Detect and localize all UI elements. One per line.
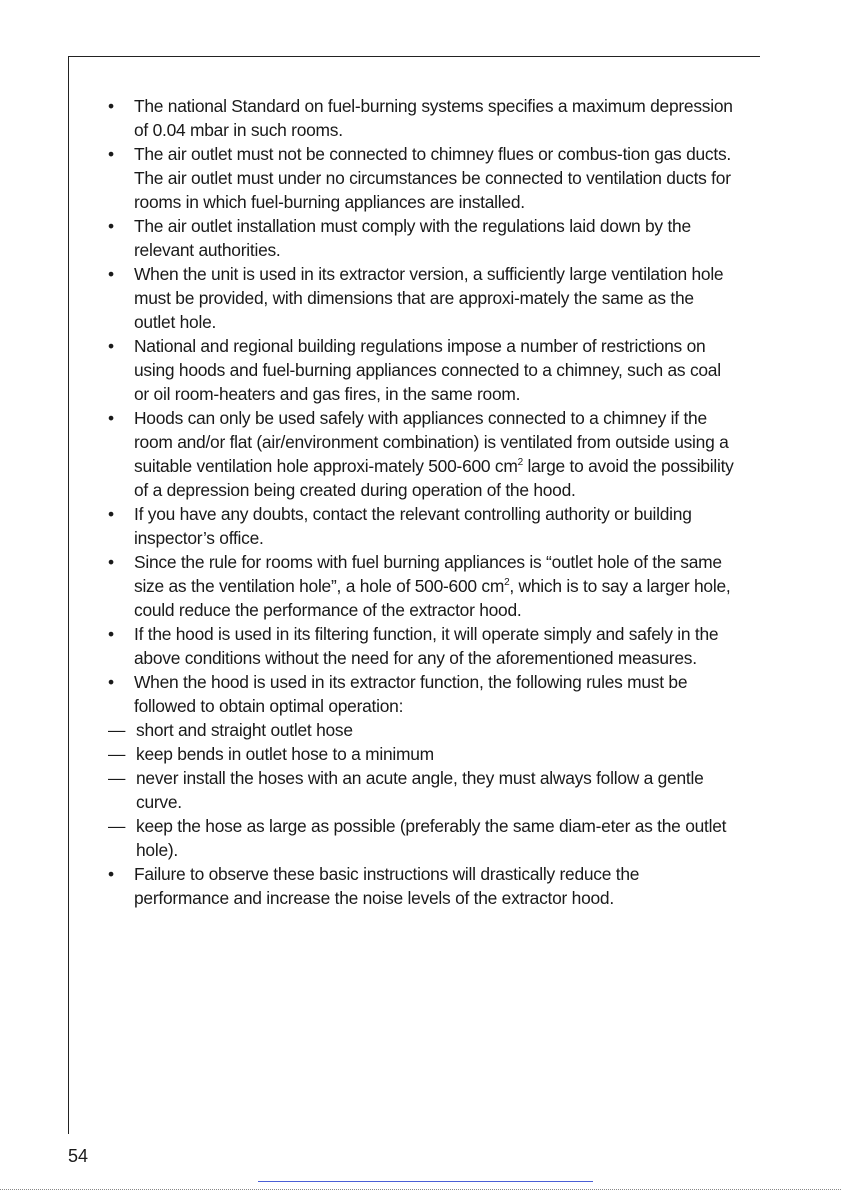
list-item-text: The air outlet installation must comply with the regulations laid down by the relevant authorities. bbox=[134, 216, 691, 260]
superscript: 2 bbox=[504, 577, 510, 588]
top-rule bbox=[68, 56, 760, 57]
bullet-marker: • bbox=[108, 552, 114, 572]
sub-list-item bbox=[108, 814, 738, 862]
list-item bbox=[108, 550, 738, 622]
left-margin-rule bbox=[68, 56, 69, 1134]
list-item-text: National and regional building regulations impose a number of restrictions on using hoods and fuel-burning appliances connected to a chimney, such as coal or oil room-heaters and gas fires, in the same room. bbox=[134, 336, 721, 404]
list-item bbox=[108, 214, 738, 262]
list-item bbox=[108, 406, 738, 502]
bullet-marker: • bbox=[108, 96, 114, 116]
list-item bbox=[108, 862, 738, 910]
list-item-text-part: Hoods can only be used safely with appliances connected to a chimney if the room and/or flat (air/environment combination) is ventilated from outside using a suitable ventilation hole approxi-mately 500-600 cm bbox=[134, 408, 729, 476]
bullet-marker: • bbox=[108, 864, 114, 884]
list-item-text: When the unit is used in its extractor version, a sufficiently large ventilation hole must be provided, with dimensions that are approxi-mately the same as the outlet hole. bbox=[134, 264, 724, 332]
dash-marker: — bbox=[108, 768, 126, 788]
dash-marker: — bbox=[108, 720, 126, 740]
bullet-marker: • bbox=[108, 264, 114, 284]
list-item bbox=[108, 622, 738, 670]
list-item-text: If the hood is used in its filtering function, it will operate simply and safely in the above conditions without the need for any of the aforementioned measures. bbox=[134, 624, 719, 668]
superscript: 2 bbox=[517, 457, 523, 468]
list-item-text: When the hood is used in its extractor function, the following rules must be followed to obtain optimal operation: bbox=[134, 672, 688, 716]
sub-list-item bbox=[108, 742, 738, 766]
bullet-marker: • bbox=[108, 144, 114, 164]
list-item bbox=[108, 334, 738, 406]
list-item-text: If you have any doubts, contact the relevant controlling authority or building inspector’s office. bbox=[134, 504, 692, 548]
dash-marker: — bbox=[108, 816, 126, 836]
bullet-marker: • bbox=[108, 624, 114, 644]
list-item-text-part: large to avoid the possibility of a depression being created during operation of the hood. bbox=[134, 456, 734, 500]
page-edge-divider bbox=[0, 1189, 841, 1190]
list-item bbox=[108, 502, 738, 550]
list-item-text-part: , which is to say a larger hole, could reduce the performance of the extractor hood. bbox=[134, 576, 731, 620]
bullet-marker: • bbox=[108, 504, 114, 524]
list-item-text: The air outlet must not be connected to chimney flues or combus-tion gas ducts. The air outlet must under no circumstances be connected to ventilation ducts for rooms in which fuel-burning appliances are installed. bbox=[134, 144, 731, 212]
sub-list-item-text: short and straight outlet hose bbox=[136, 720, 353, 740]
list-item-text-part: Since the rule for rooms with fuel burning appliances is “outlet hole of the same size as the ventilation hole”, a hole of 500-600 cm bbox=[134, 552, 722, 596]
list-item bbox=[108, 94, 738, 142]
sub-list-item-text: keep the hose as large as possible (preferably the same diam-eter as the outlet hole). bbox=[136, 816, 727, 860]
sub-list-item-text: never install the hoses with an acute angle, they must always follow a gentle curve. bbox=[136, 768, 704, 812]
bullet-marker: • bbox=[108, 408, 114, 428]
sub-list-item-text: keep bends in outlet hose to a minimum bbox=[136, 744, 434, 764]
instructions-list bbox=[108, 94, 738, 910]
list-item-text bbox=[134, 550, 738, 622]
list-item-text: The national Standard on fuel-burning systems specifies a maximum depression of 0.04 mbar in such rooms. bbox=[134, 96, 733, 140]
dash-marker: — bbox=[108, 744, 126, 764]
bullet-marker: • bbox=[108, 672, 114, 692]
sub-list-item bbox=[108, 718, 738, 742]
list-item bbox=[108, 262, 738, 334]
list-item-text bbox=[134, 406, 738, 502]
bullet-marker: • bbox=[108, 216, 114, 236]
sub-list-item bbox=[108, 766, 738, 814]
page-number: 54 bbox=[68, 1146, 89, 1166]
link-underline[interactable] bbox=[258, 1181, 593, 1182]
list-item bbox=[108, 142, 738, 214]
list-item bbox=[108, 670, 738, 718]
list-item-text: Failure to observe these basic instructions will drastically reduce the performance and increase the noise levels of the extractor hood. bbox=[134, 864, 640, 908]
bullet-marker: • bbox=[108, 336, 114, 356]
